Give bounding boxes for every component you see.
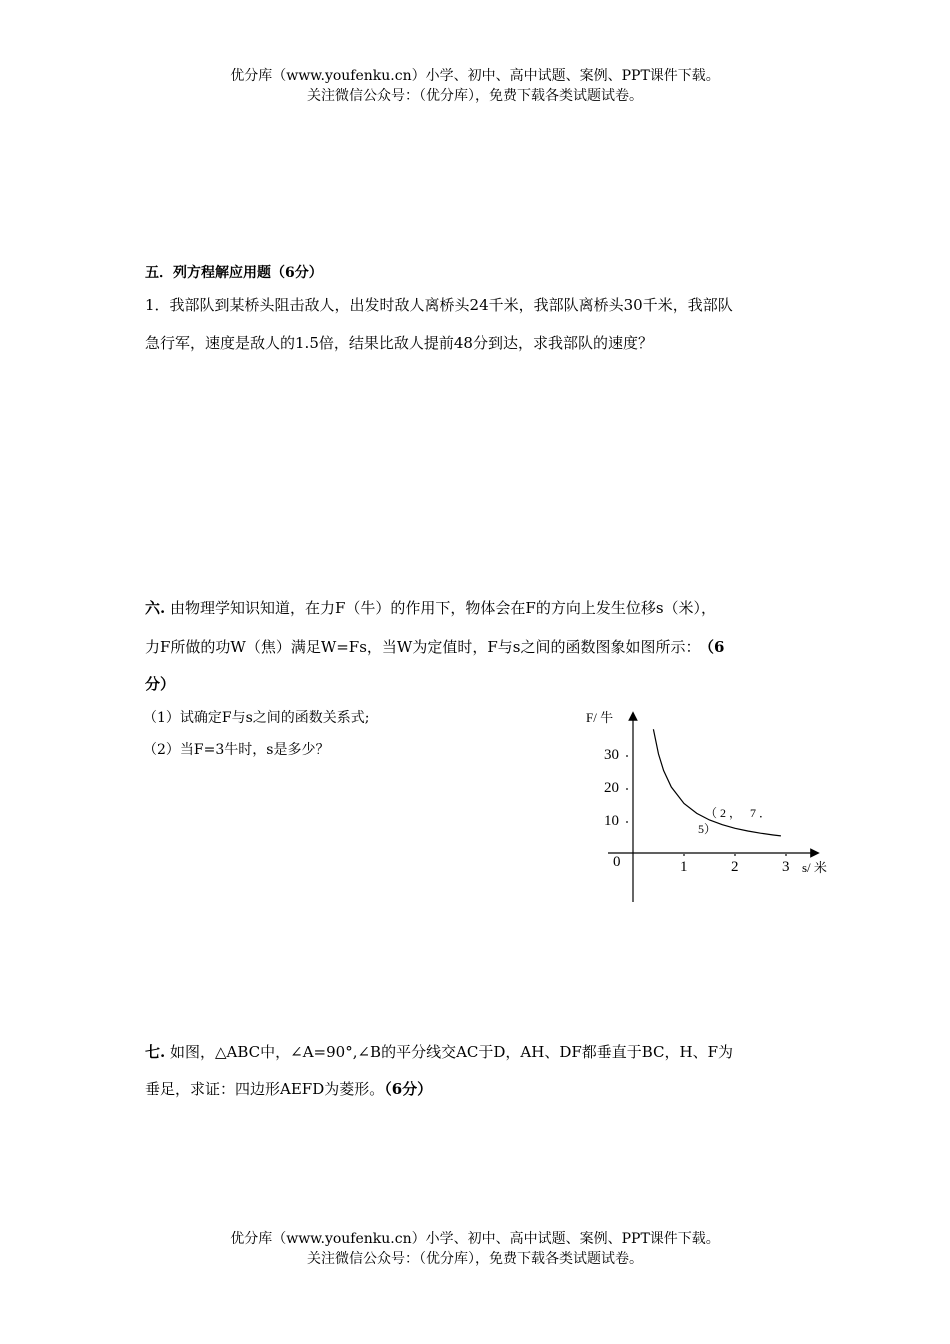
x-axis-label: s/ 米	[802, 860, 827, 875]
x-tick-label-3: 3	[782, 859, 790, 875]
x-tick-label-2: 2	[731, 859, 739, 875]
y-tick-label-10: 10	[604, 813, 619, 829]
footer-line-2: 关注微信公众号：（优分库），免费下载各类试题试卷。	[307, 1251, 643, 1267]
section-6-score-b: 分）	[145, 675, 176, 693]
section-7-text-2: 垂足，求证：四边形AEFD为菱形。	[145, 1080, 385, 1098]
footer-line-1: 优分库（www.youfenku.cn）小学、初中、高中试题、案例、PPT课件下载。	[230, 1231, 720, 1247]
section-6-text-1: 由物理学知识知道，在力F（牛）的作用下，物体会在F的方向上发生位移s（米），	[165, 599, 717, 617]
header-line-2: 关注微信公众号：（优分库），免费下载各类试题试卷。	[307, 88, 643, 104]
origin-label: 0	[613, 854, 621, 870]
point-annotation-b: 5）	[698, 822, 717, 836]
section-6-label: 六.	[145, 599, 166, 617]
y-tick-label-20: 20	[604, 780, 619, 796]
x-tick-label-1: 1	[680, 859, 688, 875]
header-line-1: 优分库（www.youfenku.cn）小学、初中、高中试题、案例、PPT课件下载。	[230, 68, 720, 84]
section-5-question-line-1: 1．我部队到某桥头阻击敌人，出发时敌人离桥头24千米，我部队离桥头30千米，我部队	[145, 296, 733, 314]
section-6-sub-question-1: （1）试确定F与s之间的函数关系式;	[143, 710, 370, 726]
section-7-label: 七.	[145, 1043, 166, 1061]
function-graph	[580, 700, 840, 910]
section-6-score-a: （6	[706, 638, 725, 656]
section-6-line-1	[145, 597, 716, 618]
section-6-line-2	[145, 636, 724, 657]
section-6-sub-question-2: （2）当F=3牛时，s是多少？	[143, 742, 330, 758]
section-7-score: （6分）	[384, 1080, 433, 1098]
y-axis-label: F/ 牛	[586, 710, 614, 725]
y-tick-mark-20	[626, 788, 628, 790]
x-tick-mark-1	[683, 854, 685, 856]
section-7-text-1: 如图，△ABC中，∠A=90°,∠B的平分线交AC于D，AH、DF都垂直于BC，H、F为	[165, 1043, 734, 1061]
y-tick-mark-10	[626, 821, 628, 823]
section-7-line-1	[145, 1041, 733, 1062]
x-tick-mark-3	[785, 854, 787, 856]
x-tick-mark-2	[734, 854, 736, 856]
section-7-line-2	[145, 1078, 432, 1099]
section-6-text-2: 力F所做的功W（焦）满足W=Fs，当W为定值时，F与s之间的函数图象如图所示：	[145, 638, 701, 656]
y-tick-label-30: 30	[604, 747, 619, 763]
section-5-title: 五．列方程解应用题（6分）	[145, 265, 323, 281]
section-5-question-line-2: 急行军，速度是敌人的1.5倍，结果比敌人提前48分到达，求我部队的速度？	[145, 334, 653, 352]
point-annotation-a: （2， 7．	[705, 806, 775, 820]
y-tick-mark-30	[626, 755, 628, 757]
